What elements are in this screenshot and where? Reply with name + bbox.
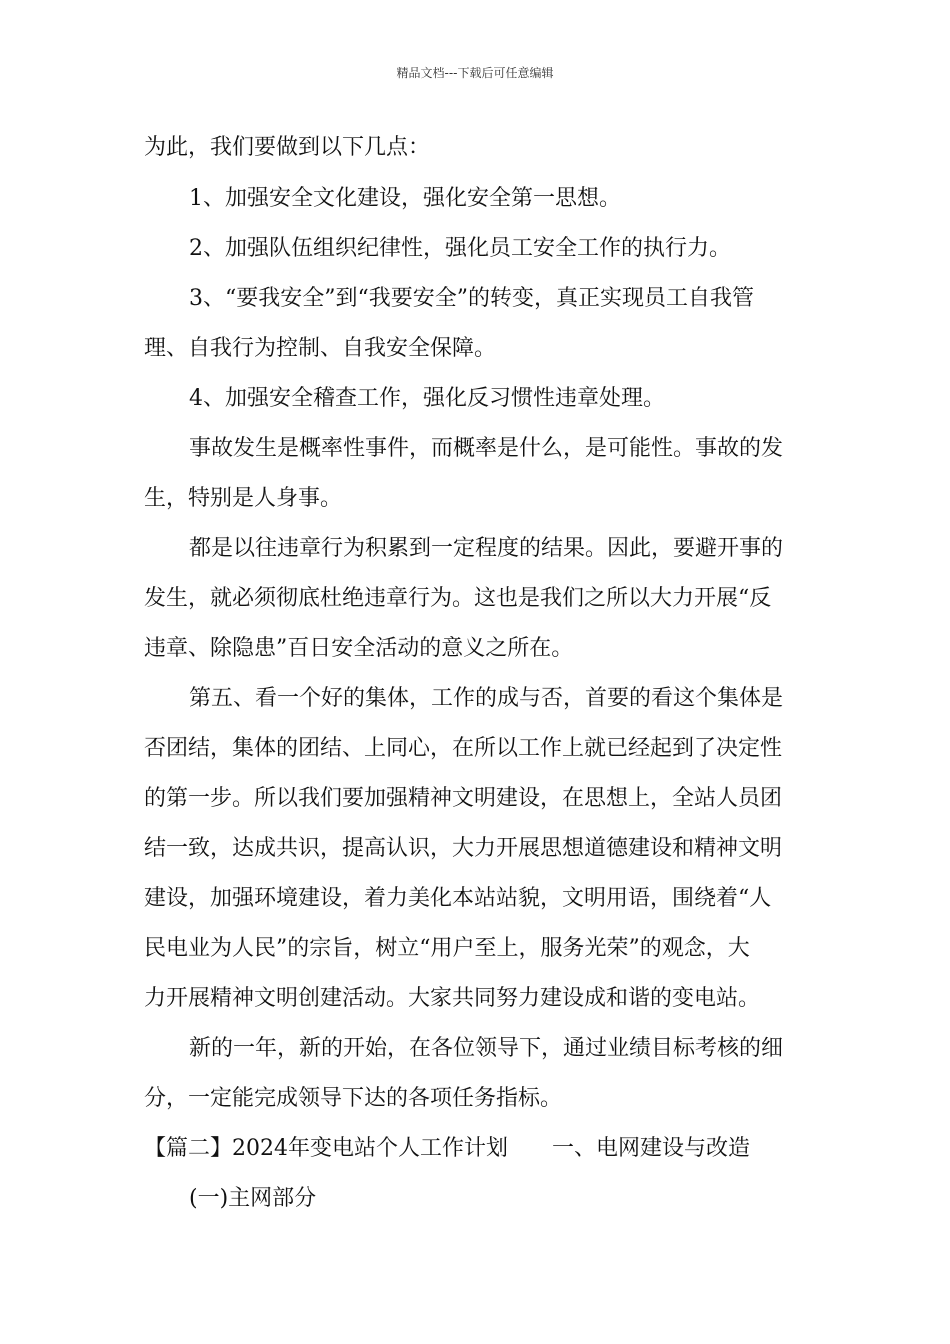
paragraph-line: 的第一步。所以我们要加强精神文明建设，在思想上，全站人员团 (144, 786, 783, 811)
paragraph-line: 分，一定能完成领导下达的各项任务指标。 (144, 1086, 563, 1111)
page-header: 精品文档---下载后可任意编辑 (396, 66, 554, 80)
list-item: 2、加强队伍组织纪律性，强化员工安全工作的执行力。 (189, 236, 731, 261)
paragraph-line: 建设，加强环境建设，着力美化本站站貌，文明用语，围绕着“人 (144, 886, 772, 911)
paragraph-line: 事故发生是概率性事件，而概率是什么，是可能性。事故的发 (189, 436, 784, 461)
paragraph-line: 否团结，集体的团结、上同心，在所以工作上就已经起到了决定性 (144, 736, 783, 761)
paragraph-line: 为此，我们要做到以下几点： (144, 135, 431, 160)
paragraph-line: 发生，就必须彻底杜绝违章行为。这也是我们之所以大力开展“反 (144, 586, 772, 611)
list-item: 1、加强安全文化建设，强化安全第一思想。 (189, 186, 621, 211)
paragraph-line: 都是以往违章行为积累到一定程度的结果。因此，要避开事的 (189, 536, 784, 561)
paragraph-line: 违章、除隐患”百日安全活动的意义之所在。 (144, 636, 574, 661)
paragraph-line: 新的一年，新的开始，在各位领导下，通过业绩目标考核的细 (189, 1036, 784, 1061)
paragraph-line: 第五、看一个好的集体，工作的成与否，首要的看这个集体是 (189, 686, 784, 711)
paragraph-line: 理、自我行为控制、自我安全保障。 (144, 336, 497, 361)
subsection-heading: (一)主网部分 (189, 1186, 317, 1211)
paragraph-line: 生，特别是人身事。 (144, 486, 343, 511)
section-heading: 【篇二】2024年变电站个人工作计划 一、电网建设与改造 (144, 1136, 750, 1161)
list-item: 4、加强安全稽查工作，强化反习惯性违章处理。 (189, 386, 665, 411)
paragraph-line: 民电业为人民”的宗旨，树立“用户至上，服务光荣”的观念，大 (144, 936, 750, 961)
paragraph-line: 力开展精神文明创建活动。大家共同努力建设成和谐的变电站。 (144, 986, 761, 1011)
list-item: 3、“要我安全”到“我要安全”的转变，真正实现员工自我管 (189, 286, 754, 311)
paragraph-line: 结一致，达成共识，提高认识，大力开展思想道德建设和精神文明 (144, 836, 783, 861)
